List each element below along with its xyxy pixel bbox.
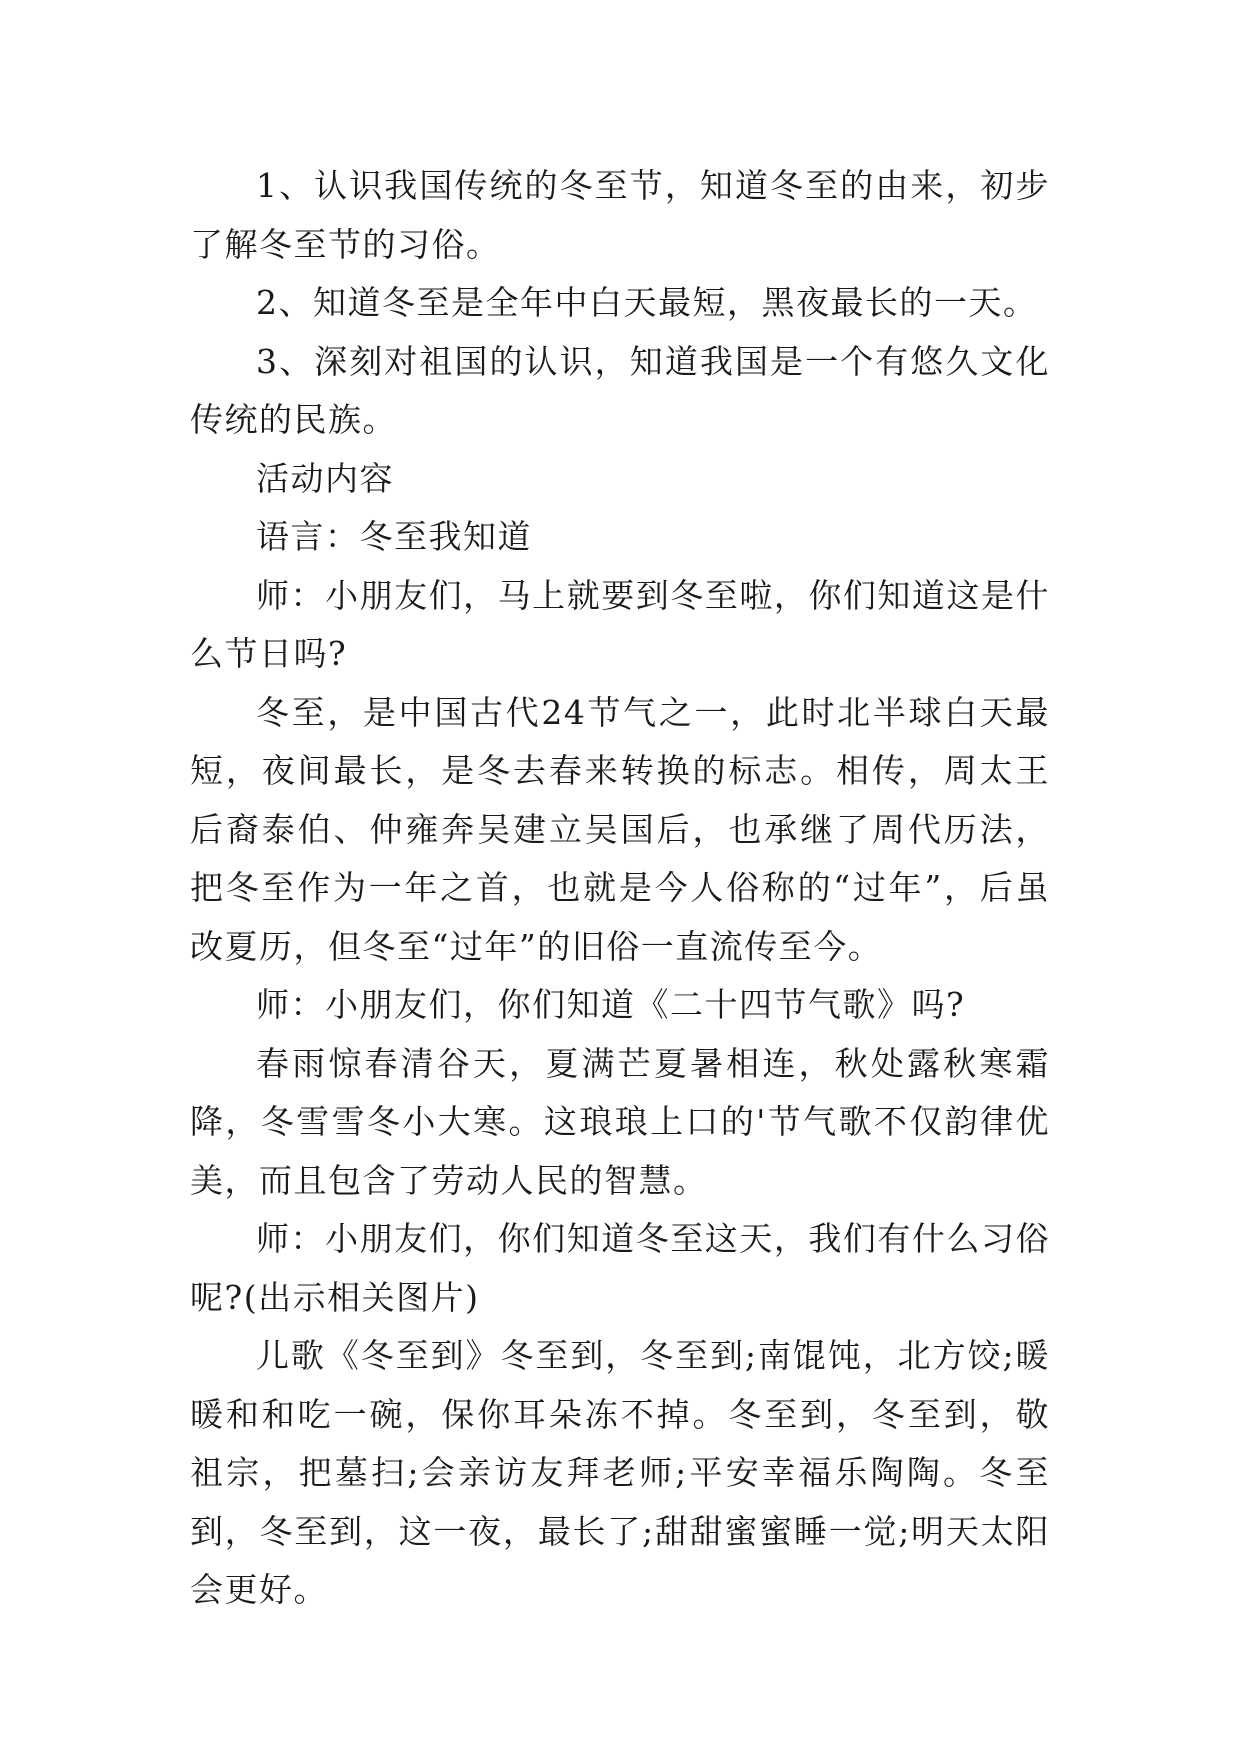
objective-1-paragraph: 1、认识我国传统的冬至节，知道冬至的由来，初步了解冬至节的习俗。: [190, 166, 1050, 264]
teacher-question-1: 师：小朋友们，马上就要到冬至啦，你们知道这是什么节日吗?: [190, 575, 1050, 673]
solar-terms-song-paragraph: 春雨惊春清谷天，夏满芒夏暑相连，秋处露秋寒霜降，冬雪雪冬小大寒。这琅琅上口的'节气歌不仅韵律优美，而且包含了劳动人民的智慧。: [190, 1043, 1050, 1200]
language-section-heading: 语言：冬至我知道: [256, 517, 532, 556]
teacher-question-3: 师：小朋友们，你们知道冬至这天，我们有什么习俗呢?(出示相关图片): [190, 1219, 1050, 1317]
activity-content-heading: 活动内容: [256, 458, 394, 498]
document-body: [190, 157, 1050, 1620]
winter-solstice-explanation: 冬至，是中国古代24节气之一，此时北半球白天最短，夜间最长，是冬去春来转换的标志。相传，周太王后裔泰伯、仲雍奔吴建立吴国后，也承继了周代历法，把冬至作为一年之首，也就是今人俗称的“过年”，后虽改夏历，但冬至“过年”的旧俗一直流传至今。: [190, 692, 1050, 966]
objective-3-paragraph: 3、深刻对祖国的认识，知道我国是一个有悠久文化传统的民族。: [190, 341, 1050, 439]
nursery-rhyme-paragraph: 儿歌《冬至到》冬至到，冬至到;南馄饨，北方饺;暖暖和和吃一碗，保你耳朵冻不掉。冬至到，冬至到，敬祖宗，把墓扫;会亲访友拜老师;平安幸福乐陶陶。冬至到，冬至到，这一夜，最长了;甜甜蜜蜜睡一觉;明天太阳会更好。: [190, 1336, 1050, 1609]
objective-2-paragraph: 2、知道冬至是全年中白天最短，黑夜最长的一天。: [256, 283, 1038, 322]
teacher-question-2: 师：小朋友们，你们知道《二十四节气歌》吗?: [256, 985, 966, 1024]
